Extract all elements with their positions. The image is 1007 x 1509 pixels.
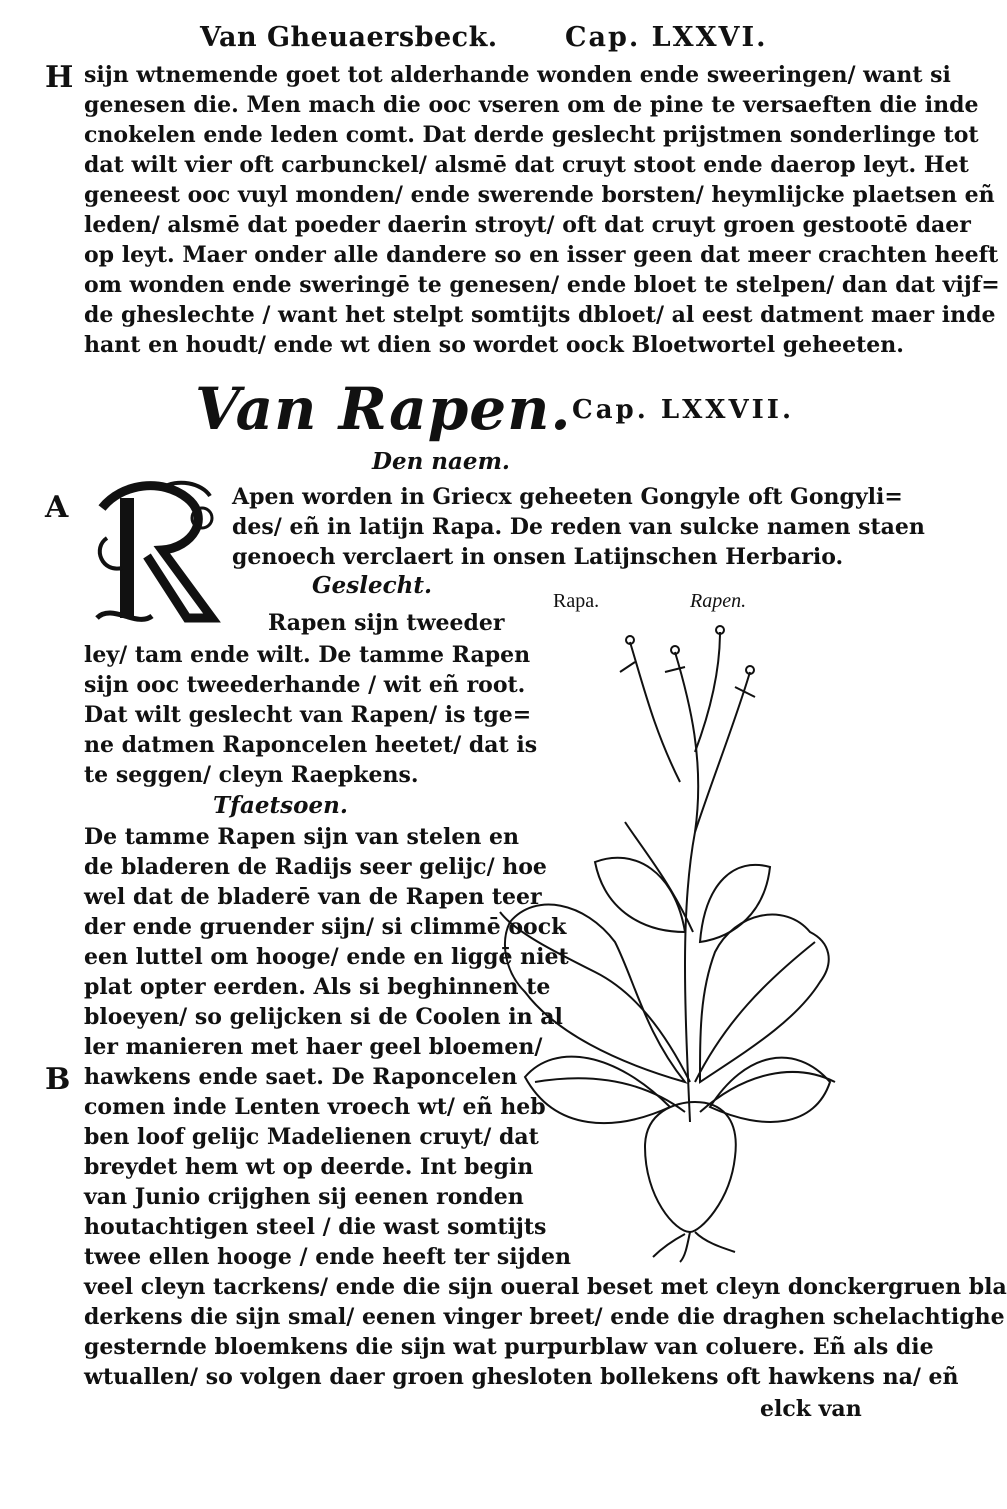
running-header-title: Van Gheuaersbeck. xyxy=(200,22,498,53)
text-line: een luttel om hooge/ ende en liggē niet xyxy=(84,944,569,970)
text-line: om wonden ende sweringē te genesen/ ende bloet te stelpen/ dan dat vijf= xyxy=(84,272,1000,298)
text-line: de gheslechte / want het stelpt somtijts dbloet/ al eest datment maer inde xyxy=(84,302,996,328)
text-line: comen inde Lenten vroech wt/ eñ heb xyxy=(84,1094,546,1120)
text-line: van Junio crijghen sij eenen ronden xyxy=(84,1184,524,1210)
text-line: Dat wilt geslecht van Rapen/ is tge= xyxy=(84,702,532,728)
text-line: breydet hem wt op deerde. Int begin xyxy=(84,1154,534,1180)
running-header xyxy=(0,18,900,58)
text-line: genoech verclaert in onsen Latijnschen Herbario. xyxy=(232,544,844,570)
text-line: sijn ooc tweederhande / wit eñ root. xyxy=(84,672,526,698)
text-line: op leyt. Maer onder alle dandere so en isser geen dat meer crachten heeft xyxy=(84,242,999,268)
chapter-number: Cap. LXXVII. xyxy=(572,395,794,425)
margin-letter-h: H xyxy=(45,60,74,95)
section-heading-geslecht: Geslecht. xyxy=(312,572,432,599)
text-line: cnokelen ende leden comt. Dat derde geslecht prijstmen sonderlinge tot xyxy=(84,122,979,148)
chapter-title: Van Rapen. xyxy=(195,375,572,443)
margin-letter-a: A xyxy=(45,490,69,525)
text-line: sijn wtnemende goet tot alderhande wonden ende sweeringen/ want si xyxy=(84,62,951,88)
initial-flourish-icon xyxy=(92,478,232,628)
text-line: houtachtigen steel / die wast somtijts xyxy=(84,1214,547,1240)
section-heading-faetsoen: Tfaetsoen. xyxy=(213,792,348,819)
text-line: ler manieren met haer geel bloemen/ xyxy=(84,1034,543,1060)
text-line: gesternde bloemkens die sijn wat purpurblaw van coluere. Eñ als die xyxy=(84,1334,934,1360)
text-line: genesen die. Men mach die ooc vseren om de pine te versaeften die inde xyxy=(84,92,979,118)
text-line: hawkens ende saet. De Raponcelen xyxy=(84,1064,518,1090)
margin-letter-b: B xyxy=(45,1062,71,1097)
text-line: plat opter eerden. Als si beghinnen te xyxy=(84,974,551,1000)
text-line: te seggen/ cleyn Raepkens. xyxy=(84,762,419,788)
text-line: Rapen sijn tweeder xyxy=(268,610,505,636)
text-line: twee ellen hooge / ende heeft ter sijden xyxy=(84,1244,571,1270)
running-header-chapter: Cap. LXXVI. xyxy=(565,22,768,53)
turnip-plant-icon xyxy=(495,612,840,1262)
chapter-heading xyxy=(0,375,900,455)
text-line: geneest ooc vuyl monden/ ende swerende borsten/ heymlijcke plaetsen eñ xyxy=(84,182,995,208)
text-line: de bladeren de Radijs seer gelijc/ hoe xyxy=(84,854,547,880)
catchword: elck van xyxy=(760,1396,862,1422)
text-line: dat wilt vier oft carbunckel/ alsmē dat cruyt stoot ende daerop leyt. Het xyxy=(84,152,969,178)
text-line: ben loof gelijc Madelienen cruyt/ dat xyxy=(84,1124,539,1150)
decorative-initial-r xyxy=(92,478,232,628)
turnip-illustration xyxy=(495,612,840,1262)
text-line: Apen worden in Griecx geheeten Gongyle oft Gongyli= xyxy=(232,484,903,510)
text-line: der ende gruender sijn/ si climmē oock xyxy=(84,914,567,940)
text-line: wtuallen/ so volgen daer groen ghesloten bollekens oft hawkens na/ eñ xyxy=(84,1364,959,1390)
figure-caption-latin: Rapa. xyxy=(553,590,600,612)
text-line: wel dat de bladerē van de Rapen teer xyxy=(84,884,542,910)
text-line: derkens die sijn smal/ eenen vinger breet/ ende die draghen schelachtighe xyxy=(84,1304,1005,1330)
text-line: De tamme Rapen sijn van stelen en xyxy=(84,824,520,850)
section-heading-naem: Den naem. xyxy=(372,448,510,475)
text-line: des/ eñ in latijn Rapa. De reden van sulcke namen staen xyxy=(232,514,925,540)
text-line: ley/ tam ende wilt. De tamme Rapen xyxy=(84,642,531,668)
text-line: ne datmen Raponcelen heetet/ dat is xyxy=(84,732,538,758)
figure-caption-dutch: Rapen. xyxy=(690,590,747,612)
text-line: leden/ alsmē dat poeder daerin stroyt/ oft dat cruyt groen gestootē daer xyxy=(84,212,971,238)
text-line: veel cleyn tacrkens/ ende die sijn oueral beset met cleyn donckergruen bla xyxy=(84,1274,1007,1300)
text-line: bloeyen/ so gelijcken si de Coolen in al xyxy=(84,1004,563,1030)
text-line: hant en houdt/ ende wt dien so wordet oock Bloetwortel geheeten. xyxy=(84,332,904,358)
